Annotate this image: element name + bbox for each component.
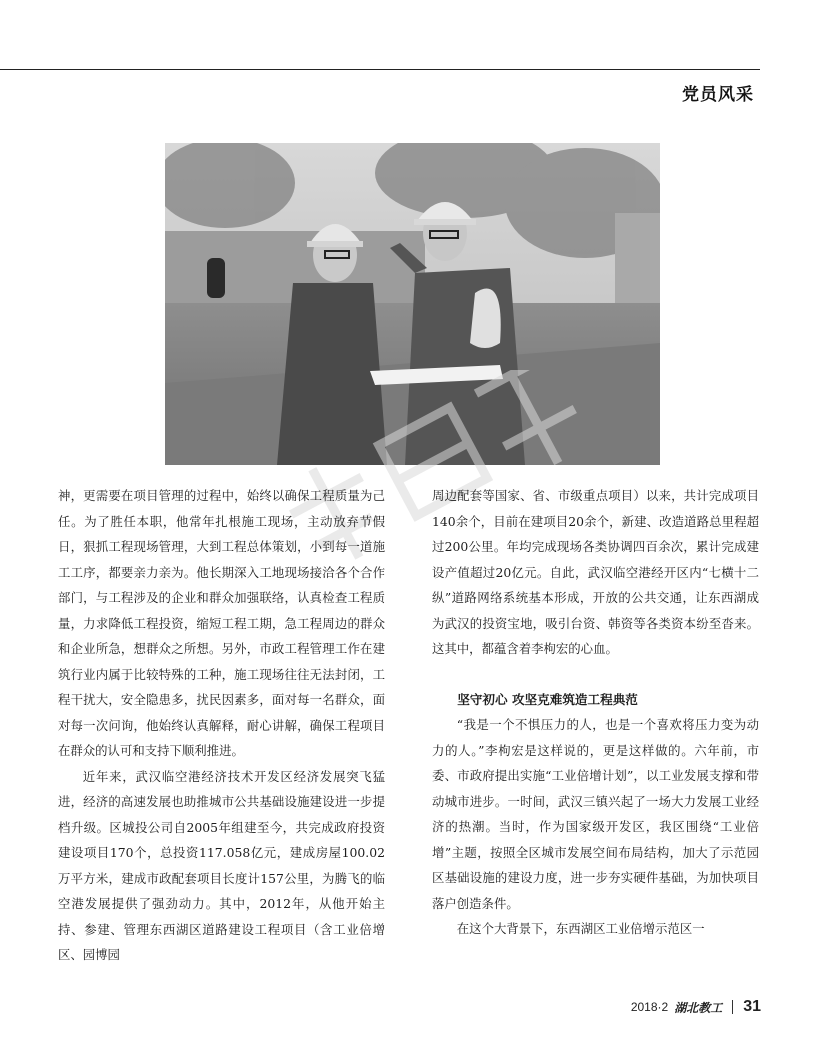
paragraph: “我是一个不惧压力的人，也是一个喜欢将压力变为动力的人。”李枸宏是这样说的，更是这样做的。六年前，市委、市政府提出实施“工业倍增计划”，以工业发展支撑和带动城市进步。一时间，武汉三镇兴起了一场大力发展工业经济的热潮。当时，作为国家级开发区，我区围绕“工业倍增”主题，按照全区城市发展空间布局结构，加大了示范园区基础设施的建设力度，进一步夯实硬件基础，为加快项目落户创造条件。 <box>432 717 759 911</box>
paragraph: 神，更需要在项目管理的过程中，始终以确保工程质量为己任。为了胜任本职，他常年扎根施工现场，主动放弃节假日，狠抓工程现场管理，大到工程总体策划，小到每一道施工工序，都要亲力亲为。他长期深入工地现场接洽各个合作部门，与工程涉及的企业和群众加强联络，认真检查工程质量，力求降低工程投资，缩短工程工期，急工程周边的群众和企业所急，想群众之所想。另外，市政工程管理工作在建筑行业内属于比较特殊的工种，施工现场往往无法封闭，工程干扰大，安全隐患多，扰民因素多，面对每一名群众，面对每一次问询，他始终认真解释，耐心讲解，确保工程项目在群众的认可和支持下顺利推进。 <box>58 488 385 758</box>
article-column-left <box>58 483 385 968</box>
page-footer <box>631 998 761 1016</box>
magazine-name: 湖北教工 <box>674 1000 723 1015</box>
paragraph: 周边配套等国家、省、市级重点项目）以来，共计完成项目140余个，目前在建项目20余个，新建、改造道路总里程超过200公里。年均完成现场各类协调四百余次，累计完成建设产值超过20亿元。自此，武汉临空港经开区内“七横十二纵”道路网络系统基本形成，开放的公共交通，让东西湖成为武汉的投资宝地，吸引台资、韩资等各类资本纷至沓来。这其中，都蕴含着李枸宏的心血。 <box>432 488 759 656</box>
article-photo <box>165 143 660 465</box>
paragraph: 在这个大背景下，东西湖区工业倍增示范区一 <box>456 921 705 936</box>
article-subheading: 坚守初心 攻坚克难筑造工程典范 <box>457 691 638 707</box>
article-column-right <box>432 483 759 942</box>
page-number: 31 <box>743 998 761 1015</box>
footer-divider <box>732 1000 733 1014</box>
section-title: 党员风采 <box>682 85 754 105</box>
header-rule <box>0 69 760 70</box>
paragraph: 近年来，武汉临空港经济技术开发区经济发展突飞猛进，经济的高速发展也助推城市公共基础设施建设进一步提档升级。区城投公司自2005年组建至今，共完成政府投资建设项目170个，总投资117.058亿元，建成房屋100.02万平方米，建成市政配套项目长度计157公里，为腾飞的临空港发展提供了强劲动力。其中，2012年，从他开始主持、参建、管理东西湖区道路建设工程项目（含工业倍增区、园博园 <box>58 768 385 962</box>
issue-number: 2018·2 <box>630 1000 669 1014</box>
